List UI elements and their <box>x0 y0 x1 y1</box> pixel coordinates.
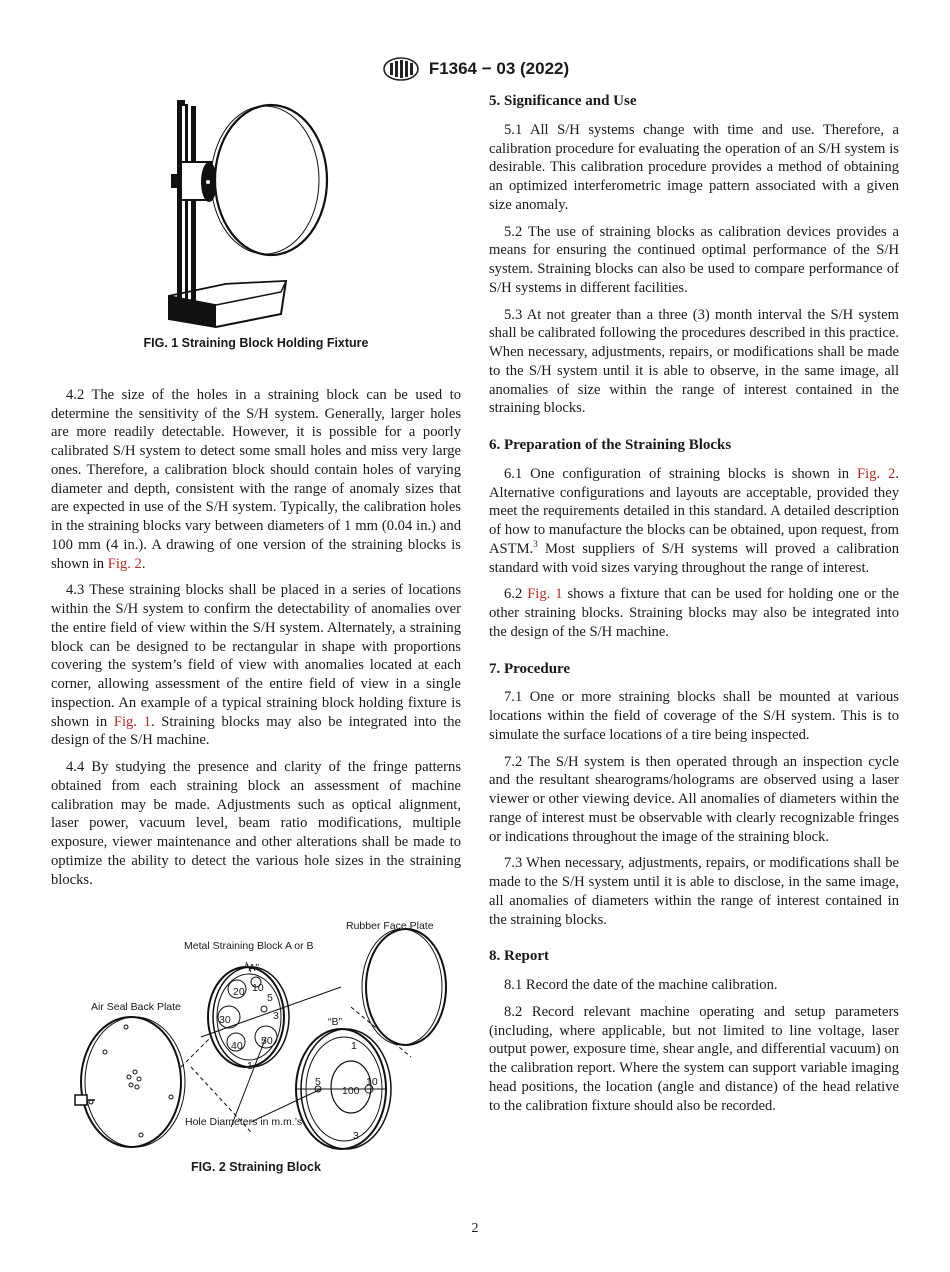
paragraph-4-3: 4.3 These straining blocks shall be placed in a series of locations within the S/H system to confirm the detectability of anomalies over the entire field of view within the S/H system. Alternately, a straining block can be designed to be rectangular in shape with proportions covering the system’s field of view with anomalies located at each corner, allowing assessment of the entire field of view in a single inspection. An example of a typical straining block holding fixture is shown in Fig. 1. Straining blocks may also be integrated into the design of the S/H machine. <box>51 582 462 749</box>
paragraph-7-3: 7.3 When necessary, adjustments, repairs, or modifications shall be made to the S/H system until it is able to disclose, in the same image, all anomalies of diameters within the range of interest contained in the straining blocks. <box>489 855 899 928</box>
paragraph-8-1: 8.1 Record the date of the machine calibration. <box>504 977 778 993</box>
label-hole-b-10: 10 <box>366 1076 378 1089</box>
label-hole-diameters: Hole Diameters in m.m.’s <box>185 1116 303 1129</box>
label-hole-b-3: 3 <box>353 1130 359 1143</box>
paragraph-7-1: 7.1 One or more straining blocks shall be mounted at various locations within the field of coverage of the S/H system. This is to simulate the surface locations of a tire being inspected. <box>489 689 899 743</box>
section-8-heading: 8. Report <box>489 948 549 965</box>
label-hole-1: 1 <box>247 1060 253 1073</box>
paragraph-4-4: 4.4 By studying the presence and clarity of the fringe patterns obtained from each straining block an assessment of machine calibration may be made. Adjustments such as optical alignment, laser power, vacuum level, beam ratio modifications, multiple exposure, viewer maintenance and other alterations shall be made to optimize the ability to detect the various hole sizes in the straining blocks. <box>51 759 461 888</box>
paragraph-5-1: 5.1 All S/H systems change with time and use. Therefore, a calibration procedure for evaluating the operation of an S/H system is desirable. This calibration procedure provides a method of obtaining an optimized interferometric image pattern associated with a given size anomaly. <box>489 121 899 213</box>
figure-2 <box>51 917 461 1152</box>
section-5-heading: 5. Significance and Use <box>489 93 637 109</box>
label-hole-b-1: 1 <box>351 1040 357 1053</box>
label-block-b: “B” <box>328 1016 342 1029</box>
fig-2-link[interactable]: Fig. 2 <box>857 465 896 482</box>
label-block-a: “A” <box>245 962 259 975</box>
footnote-ref[interactable]: 3 <box>533 538 538 549</box>
fig-1-link[interactable]: Fig. 1 <box>527 586 563 603</box>
label-hole-b-100: 100 <box>342 1085 360 1098</box>
figure-1 <box>51 92 461 332</box>
fig-2-link[interactable]: Fig. 2 <box>107 555 142 572</box>
paragraph-5-2: 5.2 The use of straining blocks as calibration devices provides a means for ensuring the continued optimal performance of the S/H system. Straining blocks can also be used to compare performance of S/H systems in different facilities. <box>489 223 899 296</box>
label-hole-3: 3 <box>273 1010 279 1023</box>
label-hole-50: 50 <box>261 1035 273 1048</box>
label-hole-10: 10 <box>252 982 264 995</box>
label-metal-straining-block: Metal Straining Block A or B <box>184 940 314 953</box>
section-6-heading: 6. Preparation of the Straining Blocks <box>489 437 732 453</box>
paragraph-6-2: 6.2 Fig. 1 shows a fixture that can be used for holding one or the other straining blocks. Straining blocks may also be integrated into the design of the S/H machine. <box>489 586 900 640</box>
paragraph-5-3: 5.3 At not greater than a three (3) month interval the S/H system shall be calibrated following the procedures described in this practice. When necessary, adjustments, repairs, or modifications shall be made to the S/H system until it is able to observe, in the same image, all anomalies of size within the range of interest contained in the straining blocks. <box>489 306 899 417</box>
paragraph-6-1: 6.1 One configuration of straining blocks is shown in Fig. 2. Alternative configurations and layouts are acceptable, provided they meet the requirements detailed in this standard. A detailed description of how to manufacture the blocks can be obtained, upon request, from ASTM.$^3$ Most suppliers of S/H systems will proved a calibration standard with void sizes varying throughout the range of interest. <box>489 465 899 576</box>
holding-fixture-illustration <box>51 92 461 332</box>
figure-1-caption: FIG. 1 Straining Block Holding Fixture <box>143 336 369 350</box>
paragraph-8-2: 8.2 Record relevant machine operating and setup parameters (including, where applicable, but not limited to line voltage, laser output power, exposure time, shear angle, and differential vacuum) on the calibration report. Where the system can support variable imaging head positions, the location (angle and distance) of the head relative to the calibration fixture should also be recorded. <box>489 1003 899 1114</box>
paragraph-7-2: 7.2 The S/H system is then operated through an inspection cycle and the resultant shearograms/holograms are observed using a laser viewer or other viewing device. All anomalies of diameters within the range of interest must be observable with clearly recognizable fringes or indications throughout the image of the straining block. <box>489 753 899 845</box>
document-id: F1364 − 03 (2022) <box>428 59 570 78</box>
page-header <box>0 56 950 82</box>
figure-2-caption: FIG. 2 Straining Block <box>191 1160 321 1175</box>
label-hole-b-5: 5 <box>315 1076 321 1089</box>
left-column <box>51 92 461 1177</box>
page-number: 2 <box>471 1221 479 1236</box>
paragraph-4-2: 4.2 The size of the holes in a straining block can be used to determine the sensitivity of the S/H system. Generally, larger holes are more readily detectable. However, it is possible for a poorly calibrated S/H system to detect some small holes and miss very large ones. Therefore, a calibration block should contain holes of varying diameter and depth, consistent with the range of anomaly sizes that are expected in use of the S/H system. Typically, the calibration holes in the straining blocks vary between diameters of 1 mm (0.04 in.) and 100 mm (4 in.). A drawing of one version of the straining blocks is shown in Fig. 2. <box>51 386 461 572</box>
fig-1-link[interactable]: Fig. 1 <box>113 713 151 730</box>
label-rubber-face-plate: Rubber Face Plate <box>346 920 434 933</box>
label-hole-5: 5 <box>267 992 273 1005</box>
section-7-heading: 7. Procedure <box>489 660 571 677</box>
right-column <box>489 92 899 1123</box>
astm-logo-icon <box>381 56 421 82</box>
label-hole-20: 20 <box>233 986 245 999</box>
label-air-seal-back-plate: Air Seal Back Plate <box>91 1001 181 1014</box>
label-hole-40: 40 <box>231 1040 243 1053</box>
label-hole-30: 30 <box>219 1014 231 1027</box>
